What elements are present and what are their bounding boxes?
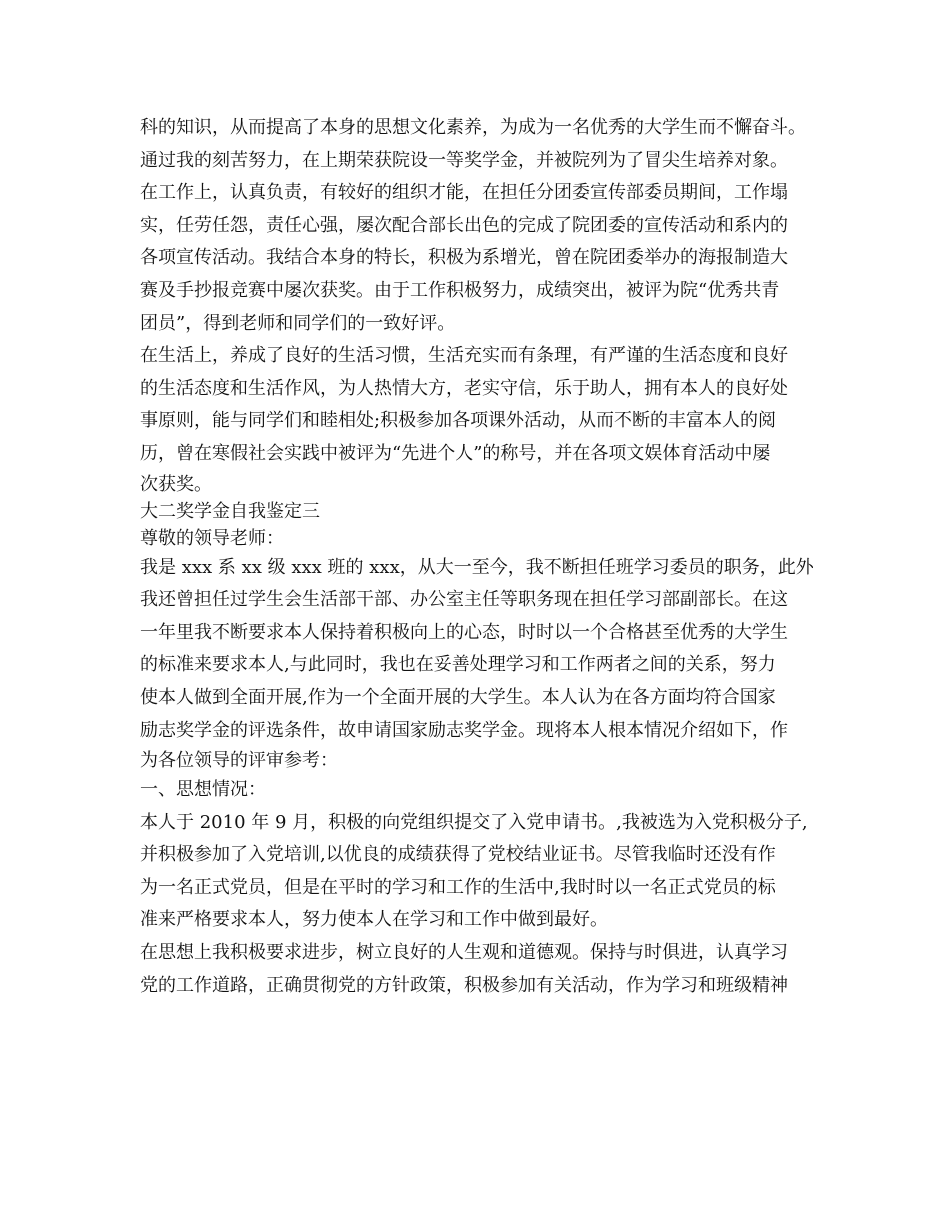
text-line: 本人于 2010 年 9 月，积极的向党组织提交了入党申请书。,我被选为入党积极分子,	[140, 811, 808, 833]
text-line: 赛及手抄报竞赛中屡次获奖。由于工作积极努力，成绩突出，被评为院“优秀共青	[140, 279, 780, 301]
text-line: 为各位领导的评审参考：	[140, 750, 338, 772]
text-line: 历，曾在寒假社会实践中被评为“先进个人”的称号，并在各项文娱体育活动中屡	[140, 442, 771, 464]
text-line: 实，任劳任怨，责任心强，屡次配合部长出色的完成了院团委的宣传活动和系内的	[140, 214, 788, 236]
text-line: 在生活上，养成了良好的生活习惯，生活充实而有条理，有严谨的生活态度和良好	[140, 345, 788, 367]
text-line: 在工作上，认真负责，有较好的组织才能，在担任分团委宣传部委员期间，工作塌	[140, 182, 788, 204]
subsection-heading: 一、思想情况：	[140, 779, 266, 801]
text-line: 在思想上我积极要求进步，树立良好的人生观和道德观。保持与时俱进，认真学习	[140, 942, 788, 964]
text-line: 一年里我不断要求本人保持着积极向上的心态，时时以一个合格甚至优秀的大学生	[140, 621, 788, 643]
document-page	[140, 112, 840, 1002]
text-line: 的生活态度和生活作风，为人热情大方，老实守信，乐于助人，拥有本人的良好处	[140, 377, 788, 399]
text-line: 为一名正式党员，但是在平时的学习和工作的生活中,我时时以一名正式党员的标	[140, 876, 776, 898]
text-line: 各项宣传活动。我结合本身的特长，积极为系增光，曾在院团委举办的海报制造大	[140, 247, 788, 269]
text-line: 团员”，得到老师和同学们的一致好评。	[140, 312, 456, 334]
text-line: 并积极参加了入党培训,以优良的成绩获得了党校结业证书。尽管我临时还没有作	[140, 844, 776, 866]
section-heading: 大二奖学金自我鉴定三	[140, 500, 320, 522]
text-line: 励志奖学金的评选条件，故申请国家励志奖学金。现将本人根本情况介绍如下，作	[140, 719, 788, 741]
text-line: 我是 xxx 系 xx 级 xxx 班的 xxx，从大一至今，我不断担任班学习委员的职务，此外	[140, 556, 814, 578]
text-line: 科的知识，从而提高了本身的思想文化素养，为成为一名优秀的大学生而不懈奋斗。	[140, 117, 806, 138]
salutation: 尊敬的领导老师：	[140, 527, 284, 549]
text-line: 事原则，能与同学们和睦相处;积极参加各项课外活动，从而不断的丰富本人的阅	[140, 410, 777, 432]
text-line: 的标准来要求本人,与此同时，我也在妥善处理学习和工作两者之间的关系，努力	[140, 654, 776, 676]
text-line: 通过我的刻苦努力，在上期荣获院设一等奖学金，并被院列为了冒尖生培养对象。	[140, 149, 788, 171]
text-line: 准来严格要求本人，努力使本人在学习和工作中做到最好。	[140, 909, 608, 931]
text-line: 使本人做到全面开展,作为一个全面开展的大学生。本人认为在各方面均符合国家	[140, 686, 776, 708]
text-line: 次获奖。	[140, 473, 212, 495]
text-line: 党的工作道路，正确贯彻党的方针政策，积极参加有关活动，作为学习和班级精神	[140, 974, 788, 996]
text-line: 我还曾担任过学生会生活部干部、办公室主任等职务现在担任学习部副部长。在这	[140, 589, 788, 611]
